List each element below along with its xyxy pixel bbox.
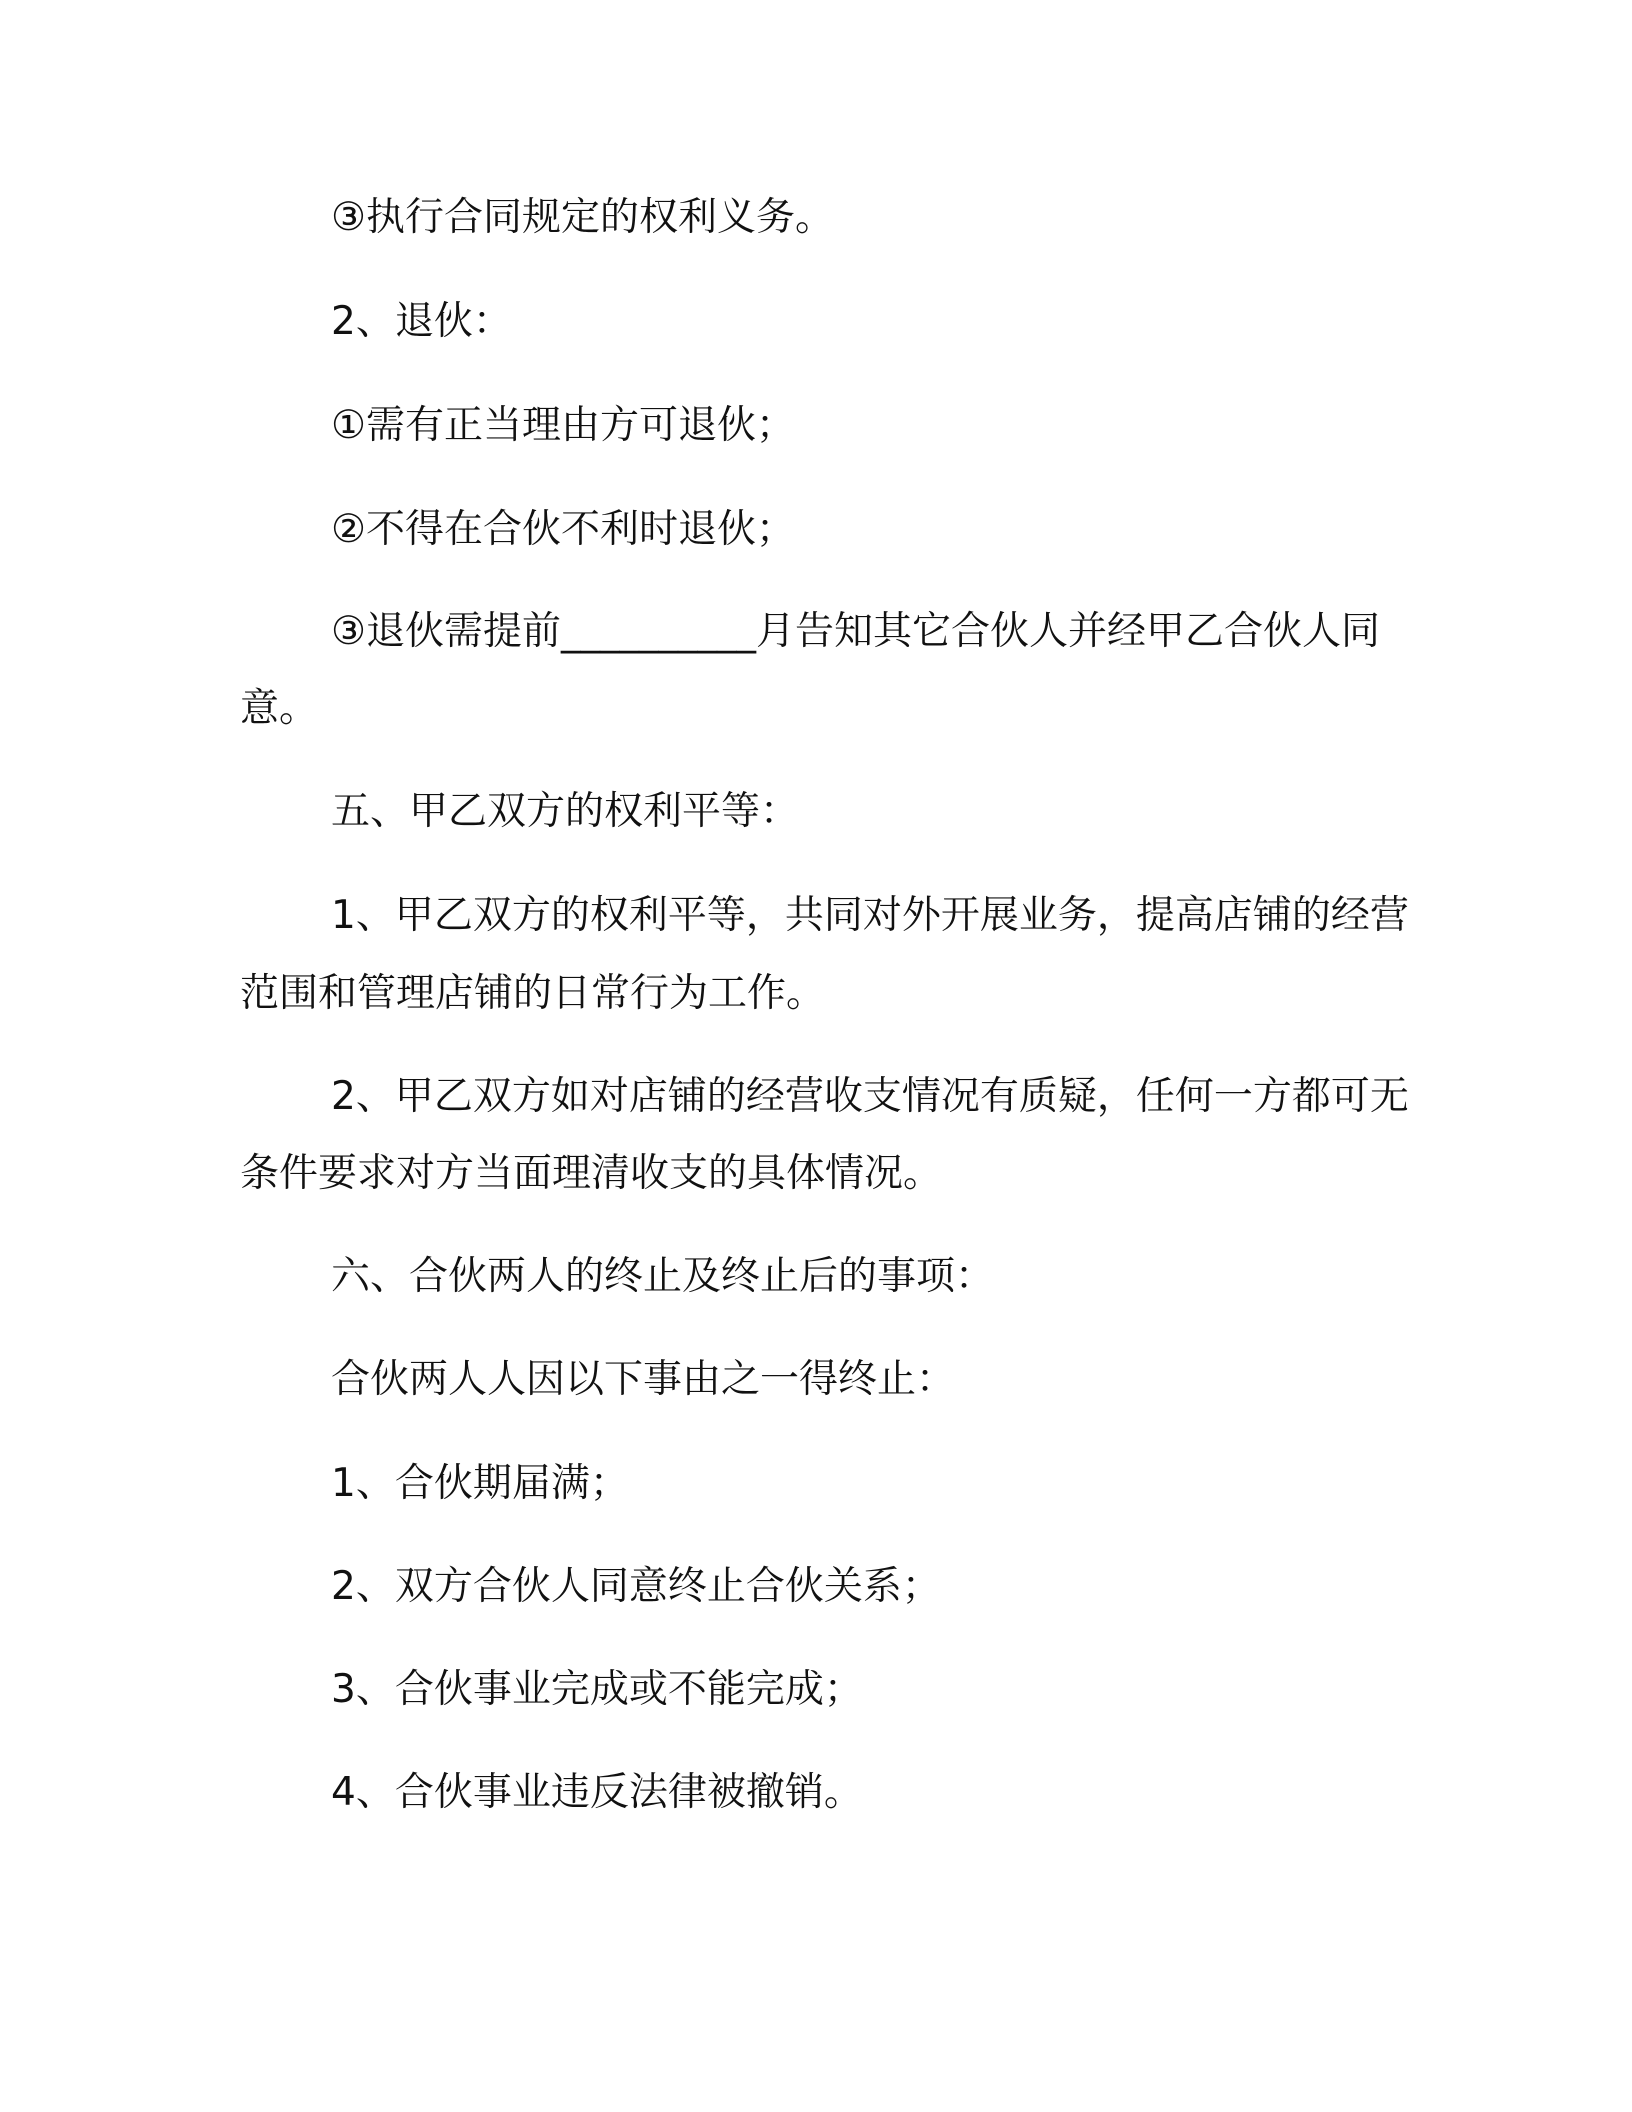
section-heading-equal-rights: 五、甲乙双方的权利平等： <box>331 789 800 834</box>
section-heading-termination: 六、合伙两人的终止及终止后的事项： <box>331 1254 995 1299</box>
list-item-revoked: 4、合伙事业违反法律被撤销。 <box>331 1770 863 1815</box>
paragraph-line-income-query-cont: 条件要求对方当面理清收支的具体情况。 <box>240 1151 943 1196</box>
clause-line-rights-obligations: ③执行合同规定的权利义务。 <box>331 195 834 240</box>
paragraph-line-termination-intro: 合伙两人人因以下事由之一得终止： <box>331 1357 956 1402</box>
clause-line-unfavorable-time: ②不得在合伙不利时退伙； <box>331 507 795 552</box>
section-heading-withdrawal: 2、退伙： <box>331 299 512 344</box>
paragraph-line-equal-rights-cont: 范围和管理店铺的日常行为工作。 <box>240 971 826 1016</box>
paragraph-line-income-query: 2、甲乙双方如对店铺的经营收支情况有质疑，任何一方都可无 <box>331 1074 1409 1119</box>
clause-line-valid-reason: ①需有正当理由方可退伙； <box>331 403 795 448</box>
list-item-mutual-agreement: 2、双方合伙人同意终止合伙关系； <box>331 1564 941 1609</box>
paragraph-line-equal-rights: 1、甲乙双方的权利平等，共同对外开展业务，提高店铺的经营 <box>331 893 1409 938</box>
clause-line-advance-notice-cont: 意。 <box>240 686 319 731</box>
list-item-completion: 3、合伙事业完成或不能完成； <box>331 1667 863 1712</box>
list-item-term-expired: 1、合伙期届满； <box>331 1461 629 1506</box>
clause-line-advance-notice: ③退伙需提前__________月告知其它合伙人并经甲乙合伙人同 <box>331 609 1380 654</box>
